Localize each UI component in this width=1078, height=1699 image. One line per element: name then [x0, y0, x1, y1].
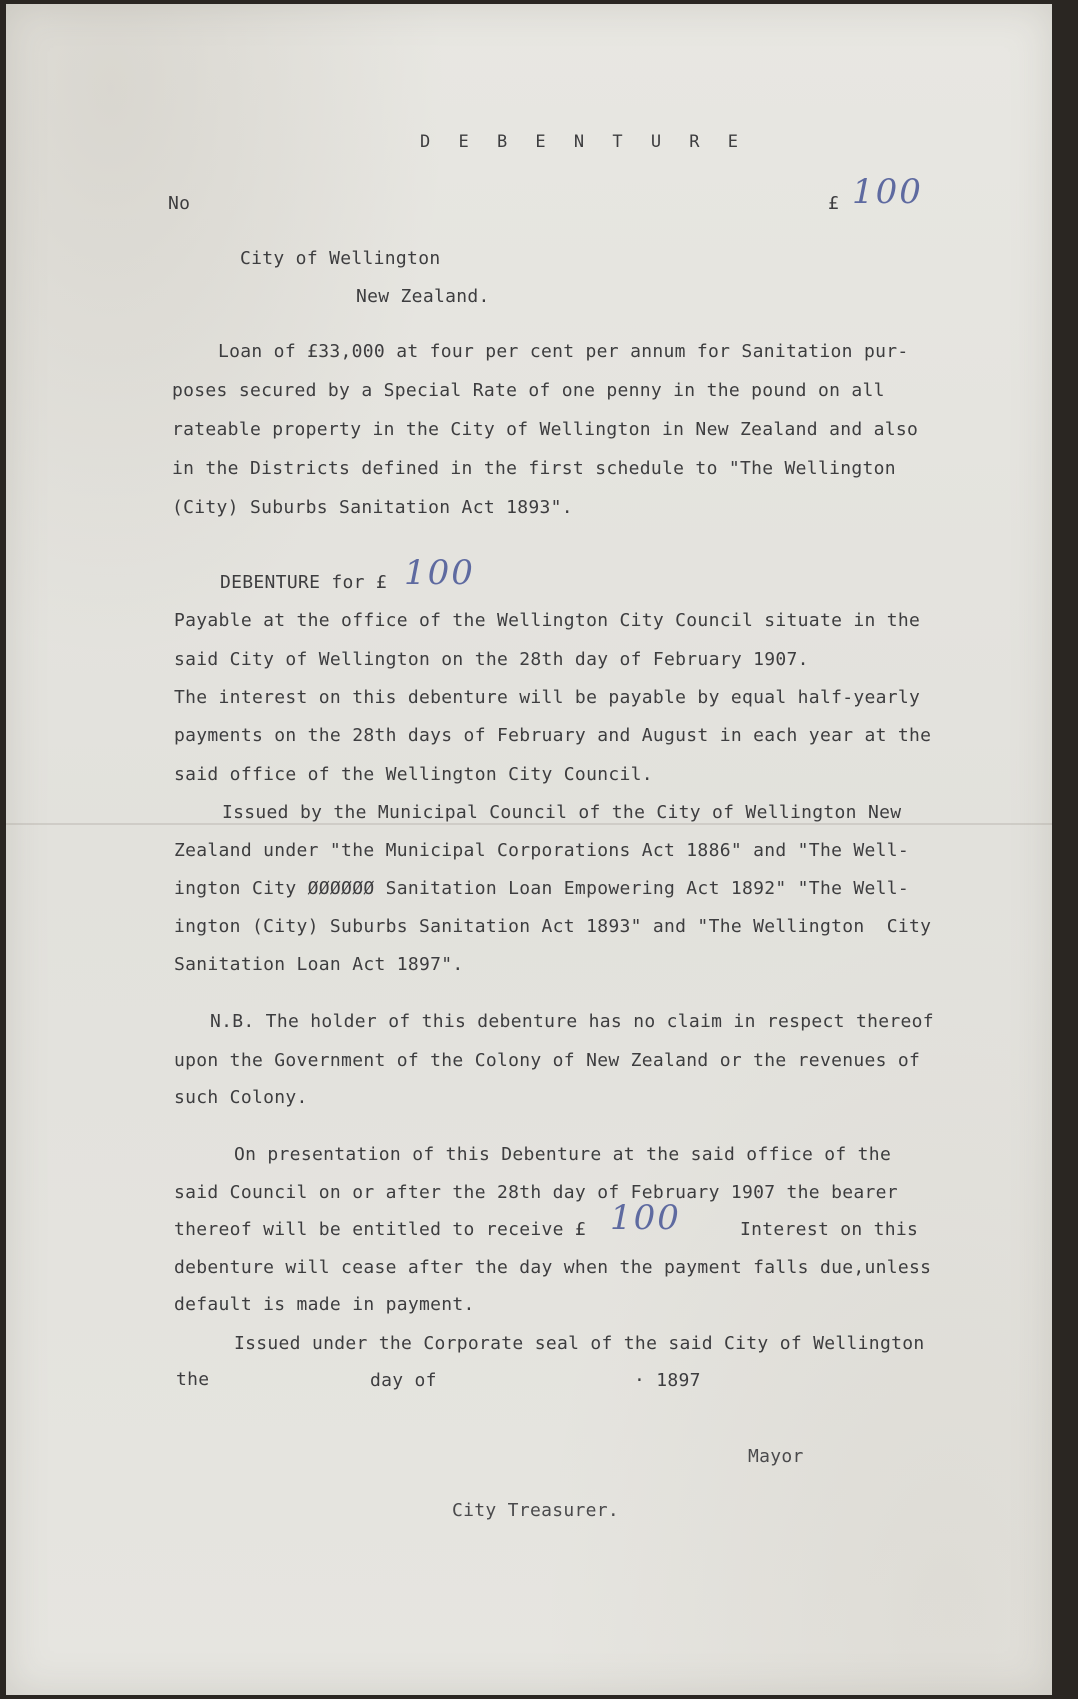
paper-fold-line — [6, 823, 1052, 825]
paragraph-line: such Colony. — [174, 1087, 308, 1108]
country-name: New Zealand. — [356, 286, 490, 307]
amount-symbol: £ — [828, 193, 840, 214]
handwritten-amount: 100 — [852, 172, 923, 212]
paragraph-line: said office of the Wellington City Council. — [174, 764, 653, 785]
paragraph-line: Sanitation Loan Act 1897". — [174, 954, 464, 975]
paragraph-line: ington City ØØØØØØ Sanitation Loan Empowering Act 1892" "The Well- — [174, 878, 910, 899]
paragraph-line: N.B. The holder of this debenture has no claim in respect thereof — [210, 1011, 934, 1032]
paragraph-line: Loan of £33,000 at four per cent per annum for Sanitation pur- — [218, 341, 909, 362]
paragraph-line: Issued by the Municipal Council of the City of Wellington New — [222, 802, 902, 823]
document-sheet — [6, 4, 1052, 1695]
date-the: the — [176, 1369, 210, 1390]
handwritten-debenture-amount: 100 — [404, 553, 475, 593]
paragraph-line: On presentation of this Debenture at the said office of the — [234, 1144, 892, 1165]
date-year: · 1897 — [634, 1370, 701, 1391]
number-label: No — [168, 193, 191, 214]
treasurer-signature-line: City Treasurer. — [452, 1500, 620, 1521]
paragraph-line: ington (City) Suburbs Sanitation Act 1893" and "The Wellington City — [174, 916, 932, 937]
paragraph-line: poses secured by a Special Rate of one penny in the pound on all — [172, 380, 885, 401]
paragraph-line: default is made in payment. — [174, 1294, 475, 1315]
paragraph-line: thereof will be entitled to receive £ — [174, 1219, 587, 1240]
interest-fragment: Interest on this — [740, 1219, 919, 1240]
handwritten-receive-amount: 100 — [610, 1198, 681, 1238]
paragraph-line: The interest on this debenture will be payable by equal half-yearly — [174, 687, 921, 708]
seal-statement: Issued under the Corporate seal of the said City of Wellington — [234, 1333, 925, 1354]
paragraph-line: in the Districts defined in the first schedule to "The Wellington — [172, 458, 896, 479]
date-day-of: day of — [370, 1370, 437, 1391]
paragraph-line: rateable property in the City of Wellington in New Zealand and also — [172, 419, 919, 440]
paragraph-line: said City of Wellington on the 28th day of February 1907. — [174, 649, 809, 670]
city-name: City of Wellington — [240, 248, 441, 269]
mayor-signature-line: Mayor — [748, 1446, 804, 1467]
paragraph-line: upon the Government of the Colony of New Zealand or the revenues of — [174, 1050, 921, 1071]
debenture-for-label: DEBENTURE for £ — [220, 572, 388, 593]
paragraph-line: payments on the 28th days of February and August in each year at the — [174, 725, 932, 746]
paragraph-line: Payable at the office of the Wellington City Council situate in the — [174, 610, 921, 631]
paragraph-line: debenture will cease after the day when the payment falls due,unless — [174, 1257, 932, 1278]
document-heading: D E B E N T U R E — [420, 132, 747, 152]
paragraph-line: Zealand under "the Municipal Corporations Act 1886" and "The Well- — [174, 840, 910, 861]
paragraph-line: said Council on or after the 28th day of February 1907 the bearer — [174, 1182, 898, 1203]
paragraph-line: (City) Suburbs Sanitation Act 1893". — [172, 497, 573, 518]
